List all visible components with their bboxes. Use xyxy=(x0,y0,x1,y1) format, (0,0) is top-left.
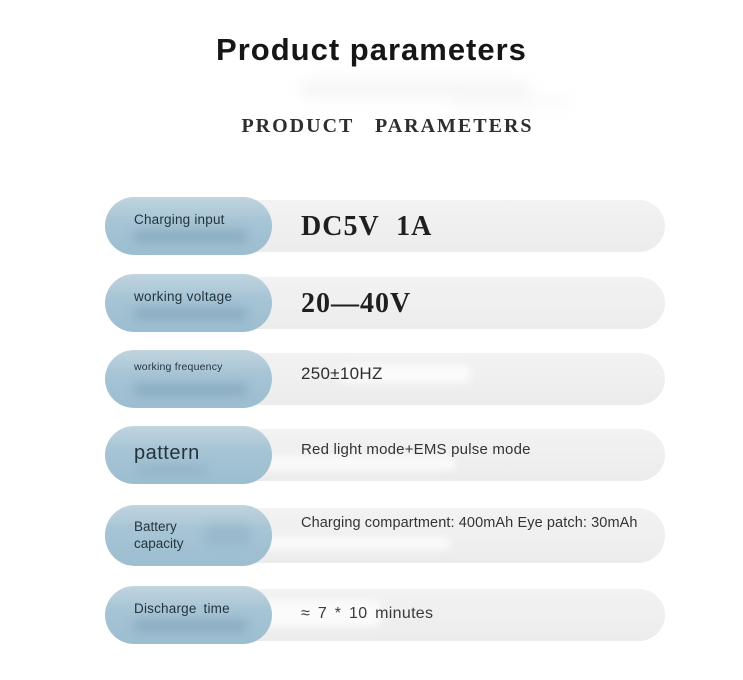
smudge xyxy=(133,307,248,320)
param-value: 20—40V xyxy=(301,288,412,319)
label-pill xyxy=(105,274,272,332)
param-row-pattern xyxy=(105,429,665,487)
param-row-battery-capacity xyxy=(105,508,665,566)
label-pill xyxy=(105,426,272,484)
smudge xyxy=(133,619,248,632)
param-label: pattern xyxy=(134,442,200,464)
label-pill xyxy=(105,350,272,408)
param-label: working frequency xyxy=(134,361,223,373)
param-value: 250±10HZ xyxy=(301,364,383,383)
param-row-working-frequency xyxy=(105,353,665,411)
param-row-charging-input xyxy=(105,200,665,258)
param-value: ≈ 7 * 10 minutes xyxy=(301,605,434,622)
smudge xyxy=(137,465,207,475)
label-pill xyxy=(105,505,272,566)
page-title: Product parameters xyxy=(216,32,527,67)
smudge xyxy=(133,383,248,396)
param-label: Discharge time xyxy=(134,601,230,616)
param-label: Battery capacity xyxy=(134,519,184,551)
smudge xyxy=(205,523,250,545)
param-row-working-voltage xyxy=(105,277,665,335)
label-pill xyxy=(105,197,272,255)
param-label: working voltage xyxy=(134,289,233,304)
param-label: Charging input xyxy=(134,212,225,227)
smudge xyxy=(300,80,530,98)
smudge xyxy=(133,230,248,243)
param-row-discharge-time xyxy=(105,589,665,647)
param-value: Red light mode+EMS pulse mode xyxy=(301,441,531,458)
page-subtitle: PRODUCT PARAMETERS xyxy=(241,115,534,137)
param-value: Charging compartment: 400mAh Eye patch: 30mAh xyxy=(301,515,638,531)
param-value: DC5V 1A xyxy=(301,211,433,242)
label-pill xyxy=(105,586,272,644)
smudge xyxy=(450,97,570,107)
